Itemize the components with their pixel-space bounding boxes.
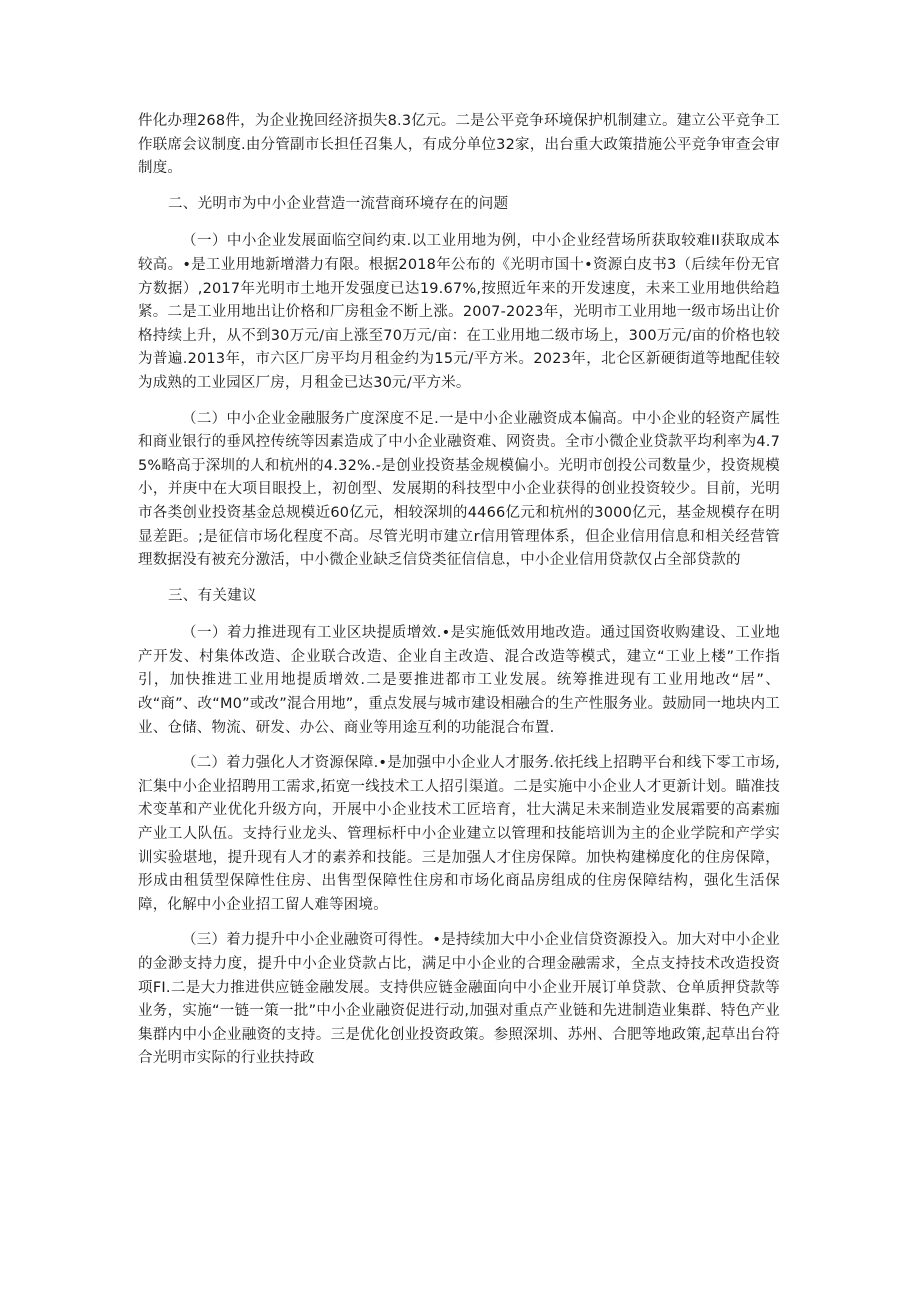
paragraph-policy-results: 件化办理268件，为企业挽回经济损失8.3亿元。二是公平竞争环境保护机制建立。建立公平竞争工作联席会议制度.由分管副市长担任召集人，有成分单位32家，出台重大政策措施公平竞争审查会审制度。 <box>138 113 780 177</box>
document-body <box>138 110 780 1083</box>
section-heading-problems: 二、光明市为中小企业营造一流营商环境存在的问题 <box>168 195 509 212</box>
paragraph-financing-access: （三）着力提升中小企业融资可得性。•是持续加大中小企业信贷资源投入。加大对中小企业的金渺支持力度，提升中小企业贷款占比，满足中小企业的合理金融需求，全点支持技术改造投资项FI.二是大力推进供应链金融发展。支持供应链金融面向中小企业开展订单贷款、仓单质押贷款等业务，实施“一链一策一批”中小企业融资促进行动,加强对重点产业链和先进制造业集群、特色产业集群内中小企业融资的支持。三是优化创业投资政策。参照深圳、苏州、合肥等地政策,起草出台符合光明市实际的行业扶持政 <box>138 932 780 1067</box>
paragraph-space-constraints: （一）中小企业发展面临空间约束.以工业用地为例，中小企业经营场所获取较难II获取成本较高。•是工业用地新增潜力有限。根据2018年公布的《光明市国十•资源白皮书3（后续年份无官方数据）,2017年光明市土地开发强度已达19.67%,按照近年来的开发速度，未来工业用地供给趋紧。二是工业用地出让价格和厂房租金不断上涨。2007-2023年，光明市工业用地一级市场出让价格持续上升，从不到30万元/亩上涨至70万元/亩：在工业用地二级市场上，300万元/亩的价格也较为普遍.2013年，市六区厂房平均月租金约为15元/平方米。2023年，北仑区新硬街道等地配佳较为成熟的工业园区厂房，月租金已达30元/平方米。 <box>138 233 780 391</box>
paragraph-industrial-upgrade: （一）着力推进现有工业区块提质增效.•是实施低效用地改造。通过国资收购建设、工业地产开发、村集体改造、企业联合改造、企业自主改造、混合改造等模式，建立“工业上楼”工作指引，加快推进工业用地提质增效.二是要推进都市工业发展。统筹推进现有工业用地改“居”、改“商”、改“M0”或改”混合用地”，重点发展与城市建设相融合的生产性服务业。鼓励同一地块内工业、仓储、物流、研发、办公、商业等用途互利的功能混合布置. <box>138 625 780 736</box>
section-heading-suggestions: 三、有关建议 <box>168 587 257 604</box>
paragraph-financial-services: （二）中小企业金融服务广度深度不足.一是中小企业融资成本偏高。中小企业的轻资产属性和商业银行的垂风控传统等因素造成了中小企业融资难、网资贵。全市小微企业贷款平均利率为4.75%略高于深圳的人和杭州的4.32%.-是创业投资基金规模偏小。光明市创投公司数量少，投资规模小，并庚中在大项目眼投上，初创型、发展期的科技型中小企业获得的创业投资较少。目前，光明市各类创业投资基金总规模近60亿元，相较深圳的4466亿元和杭州的3000亿元，基金规模存在明显差距。;是征信市场化程度不高。尽管光明市建立r信用管理体系，但企业信用信息和相关经营管理数据没有被充分激活，中小微企业缺乏信贷类征信信息，中小企业信用贷款仅占全部贷款的 <box>138 410 780 569</box>
paragraph-talent-guarantee: （二）着力强化人才资源保障.•是加强中小企业人才服务.依托线上招聘平台和线下零工市场,汇集中小企业招聘用工需求,拓宽一线技术工人招引渠道。二是实施中小企业人才更新计划。瞄准技术变革和产业优化升级方向，开展中小企业技术工匠培育，壮大满足未来制造业发展霜要的高素痂产业工人队伍。支持行业龙头、管理标杆中小企业建立以管理和技能培训为主的企业学院和产学实训实验堪地，提升现有人才的素养和技能。三是加强人才住房保障。加快构建梯度化的住房保障，形成由租赁型保障性住房、出售型保障性住房和市场化商品房组成的住房保障结构，强化生活保障，化解中小企业招工留人难等困境。 <box>138 755 780 913</box>
